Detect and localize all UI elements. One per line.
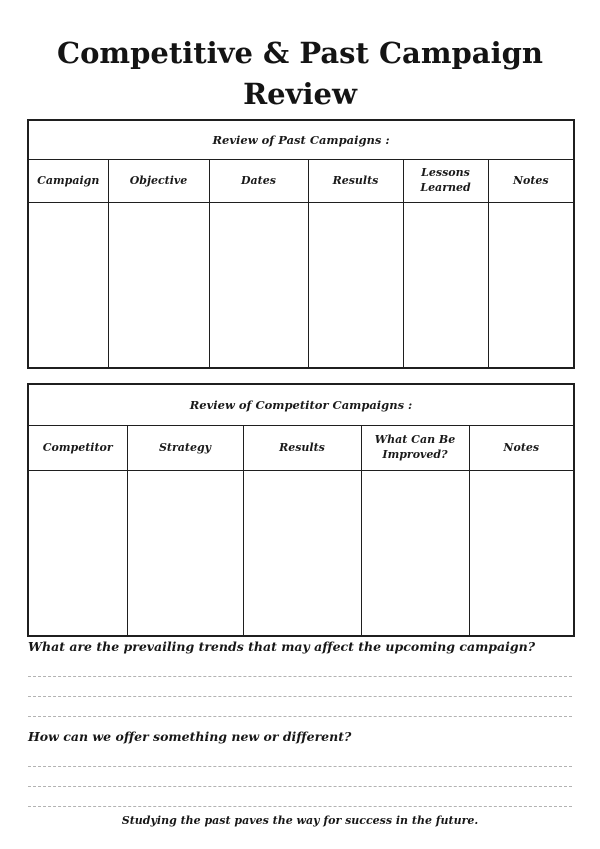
trends-question-text: What are the prevailing trends that may affect the upcoming campaign? [28,639,536,654]
empty-cell-what-can-be-improved [361,471,469,637]
column-header-objective: Objective [108,160,209,203]
column-header-notes: Notes [488,160,574,203]
column-header-notes: Notes [469,426,574,471]
table-row [28,203,574,369]
page-title-line-1: Competitive & Past Campaign [57,36,543,71]
answer-line [28,677,572,697]
empty-cell-strategy [127,471,243,637]
column-header-what-can-be-improved: What Can Be Improved? [361,426,469,471]
past-campaigns-table [27,119,575,369]
empty-cell-competitor [28,471,127,637]
answer-line [28,744,572,767]
column-header-results: Results [243,426,361,471]
column-header-results: Results [308,160,403,203]
competitor-campaigns-table-title: Review of Competitor Campaigns : [28,384,574,426]
past-campaigns-table-title: Review of Past Campaigns : [28,120,574,160]
empty-cell-objective [108,203,209,369]
column-header-dates: Dates [209,160,308,203]
empty-cell-notes [469,471,574,637]
footer-quote: Studying the past paves the way for success in the future. [121,814,479,827]
column-header-campaign: Campaign [28,160,108,203]
trends-question-section [28,639,572,717]
answer-line [28,697,572,717]
page-title [0,33,600,115]
column-header-strategy: Strategy [127,426,243,471]
differentiation-question-section [28,729,572,807]
column-header-competitor: Competitor [28,426,127,471]
differentiation-question-text: How can we offer something new or different? [28,729,352,744]
empty-cell-notes [488,203,574,369]
answer-line [28,787,572,807]
page-title-line-2: Review [243,77,357,112]
answer-line [28,767,572,787]
competitor-campaigns-table [27,383,575,637]
table-row [28,471,574,637]
answer-line [28,654,572,677]
empty-cell-campaign [28,203,108,369]
column-header-lessons-learned: Lessons Learned [403,160,488,203]
empty-cell-lessons-learned [403,203,488,369]
empty-cell-dates [209,203,308,369]
empty-cell-results [308,203,403,369]
empty-cell-results [243,471,361,637]
